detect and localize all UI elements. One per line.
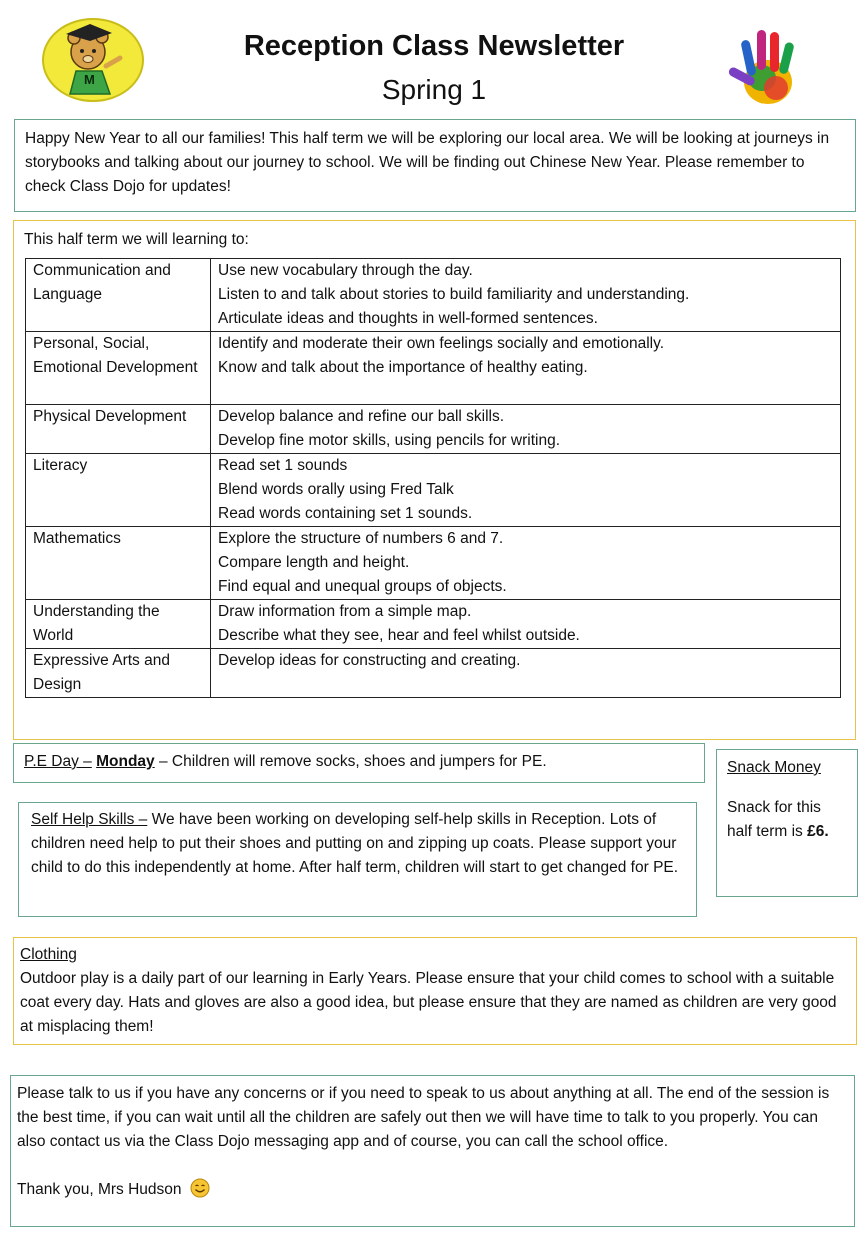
snack-money-title: Snack Money: [727, 759, 821, 776]
intro-box: [14, 119, 856, 212]
signoff-line: [17, 1178, 848, 1202]
objective-line: Blend words orally using Fred Talk: [218, 481, 454, 498]
objective-line: Know and talk about the importance of healthy eating.: [218, 359, 588, 376]
learning-box: [13, 220, 856, 740]
area-objectives: [211, 600, 841, 649]
objective-line: Describe what they see, hear and feel whilst outside.: [218, 627, 580, 644]
newsletter-subtitle: Spring 1: [381, 74, 487, 105]
intro-text: Happy New Year to all our families! This half term we will be exploring our local area. We will be looking at journeys in storybooks and talking about our journey to school. We will be finding out Chinese New Year. Please remember to check Class Dojo for updates!: [25, 130, 830, 195]
objective-line: Develop ideas for constructing and creating.: [218, 652, 521, 669]
objective-line: Draw information from a simple map.: [218, 603, 472, 620]
signoff-text: Thank you, Mrs Hudson: [17, 1181, 182, 1198]
snack-money-amount: £6.: [807, 823, 829, 840]
clothing-title: Clothing: [20, 946, 77, 963]
table-row: [26, 454, 841, 527]
area-name: Mathematics: [26, 527, 211, 600]
handprint-logo: [718, 20, 816, 114]
objective-line: Develop balance and refine our ball skills.: [218, 408, 505, 425]
smiling-face-icon: [190, 1178, 210, 1198]
area-name: Understanding the World: [26, 600, 211, 649]
clothing-box: [13, 937, 857, 1045]
snack-money-box: [716, 749, 858, 897]
pe-day-label: P.E Day –: [24, 753, 92, 770]
painted-handprint-icon: [718, 20, 816, 114]
table-row: [26, 649, 841, 698]
objective-line: Listen to and talk about stories to build familiarity and understanding.: [218, 286, 690, 303]
contact-box: [10, 1075, 855, 1227]
area-objectives: [211, 332, 841, 405]
area-objectives: [211, 405, 841, 454]
area-name: Expressive Arts and Design: [26, 649, 211, 698]
self-help-text: We have been working on developing self-help skills in Reception. Lots of children need help to put their shoes and putting on and zipping up coats. Please support your child to do this independently at home. After half term, children will start to get changed for PE.: [31, 811, 679, 876]
area-name: Physical Development: [26, 405, 211, 454]
pe-day-box: [13, 743, 705, 783]
area-name: Communication and Language: [26, 259, 211, 332]
objective-line: Use new vocabulary through the day.: [218, 262, 473, 279]
objective-line: Read set 1 sounds: [218, 457, 348, 474]
pe-day-value: Monday: [96, 753, 155, 770]
objective-line: Find equal and unequal groups of objects.: [218, 578, 507, 595]
learning-areas-table: [25, 258, 841, 698]
objective-line: Articulate ideas and thoughts in well-formed sentences.: [218, 310, 598, 327]
area-name: Personal, Social, Emotional Development: [26, 332, 211, 405]
contact-text: Please talk to us if you have any concerns or if you need to speak to us about anything at all. The end of the session is the best time, if you can wait until all the children are safely out then we will have time to talk to you properly. You can also contact us via the Class Dojo messaging app and of course, you can call the school office.: [17, 1085, 830, 1150]
area-objectives: [211, 527, 841, 600]
newsletter-title: Reception Class Newsletter: [243, 30, 625, 62]
learning-heading: This half term we will learning to:: [24, 231, 249, 248]
objective-line: Develop fine motor skills, using pencils for writing.: [218, 432, 560, 449]
table-row: [26, 405, 841, 454]
table-row: [26, 259, 841, 332]
objective-line: Compare length and height.: [218, 554, 410, 571]
self-help-label: Self Help Skills –: [31, 811, 148, 828]
snack-money-description: Snack for this half term is: [727, 799, 821, 840]
clothing-text: Outdoor play is a daily part of our learning in Early Years. Please ensure that your child comes to school with a suitable coat every day. Hats and gloves are also a good idea, but please ensure that they are named as children are very good at misplacing them!: [20, 970, 837, 1035]
self-help-box: [18, 802, 697, 917]
snack-money-text: [727, 796, 847, 844]
area-objectives: [211, 259, 841, 332]
table-row: [26, 600, 841, 649]
pe-day-text: – Children will remove socks, shoes and jumpers for PE.: [154, 753, 547, 770]
area-name: Literacy: [26, 454, 211, 527]
area-objectives: [211, 454, 841, 527]
area-objectives: [211, 649, 841, 698]
objective-line: Identify and moderate their own feelings socially and emotionally.: [218, 335, 665, 352]
objective-line: Explore the structure of numbers 6 and 7.: [218, 530, 504, 547]
mascot-shirt-letter: M: [84, 72, 95, 87]
objective-line: Read words containing set 1 sounds.: [218, 505, 473, 522]
table-row: [26, 527, 841, 600]
table-row: [26, 332, 841, 405]
